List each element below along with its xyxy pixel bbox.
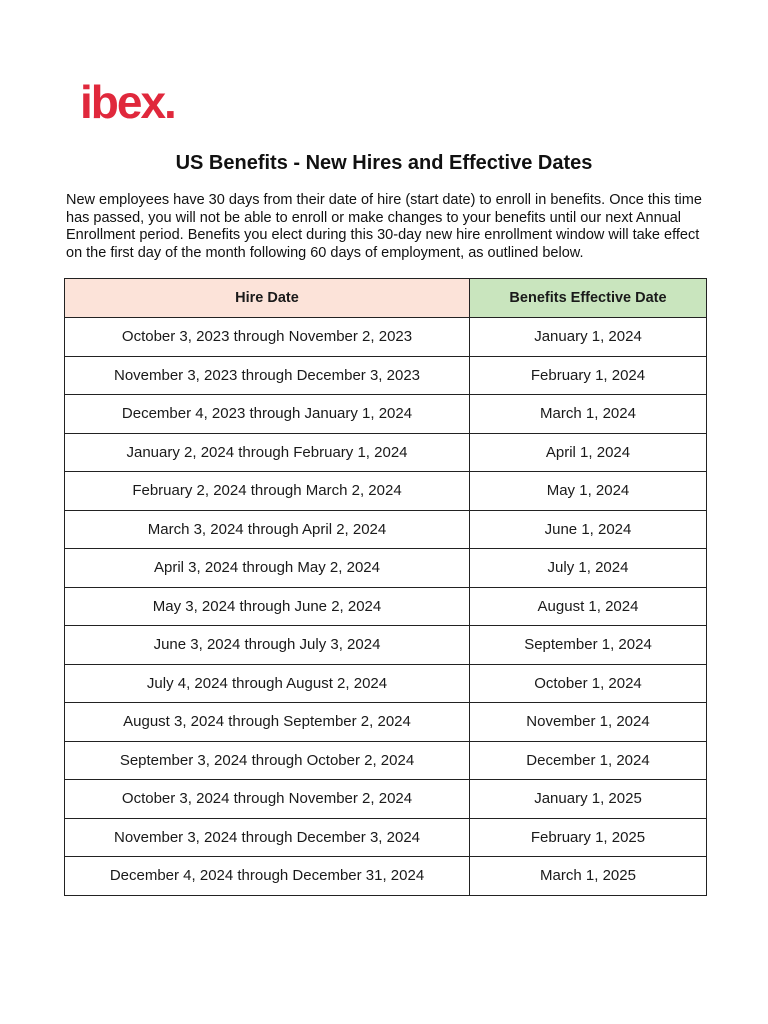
- table-row: [65, 510, 707, 549]
- benefits-effective-dates-table: [64, 278, 707, 896]
- effective-date-cell: October 1, 2024: [470, 664, 707, 703]
- hire-date-cell: January 2, 2024 through February 1, 2024: [65, 433, 470, 472]
- table-row: [65, 318, 707, 357]
- table-row: [65, 664, 707, 703]
- table-row: [65, 857, 707, 896]
- table-row: [65, 395, 707, 434]
- hire-date-cell: November 3, 2023 through December 3, 2023: [65, 356, 470, 395]
- table-row: [65, 472, 707, 511]
- hire-date-cell: October 3, 2024 through November 2, 2024: [65, 780, 470, 819]
- effective-date-header: Benefits Effective Date: [470, 279, 707, 318]
- table-row: [65, 433, 707, 472]
- table-header-row: [65, 279, 707, 318]
- table-row: [65, 626, 707, 665]
- hire-date-cell: February 2, 2024 through March 2, 2024: [65, 472, 470, 511]
- hire-date-cell: July 4, 2024 through August 2, 2024: [65, 664, 470, 703]
- effective-date-cell: April 1, 2024: [470, 433, 707, 472]
- hire-date-cell: December 4, 2024 through December 31, 2024: [65, 857, 470, 896]
- table-row: [65, 587, 707, 626]
- hire-date-header: Hire Date: [65, 279, 470, 318]
- effective-date-cell: January 1, 2024: [470, 318, 707, 357]
- effective-date-cell: February 1, 2024: [470, 356, 707, 395]
- hire-date-cell: November 3, 2024 through December 3, 2024: [65, 818, 470, 857]
- table-row: [65, 818, 707, 857]
- hire-date-cell: December 4, 2023 through January 1, 2024: [65, 395, 470, 434]
- document-title: US Benefits - New Hires and Effective Dates: [175, 152, 593, 174]
- hire-date-cell: August 3, 2024 through September 2, 2024: [65, 703, 470, 742]
- intro-paragraph: New employees have 30 days from their date of hire (start date) to enroll in benefits. Once this time has passed, you will not be able to enroll or make changes to your benefits until our next Annual Enrollment period. Benefits you elect during this 30-day new hire enrollment window will take effect on the first day of the month following 60 days of employment, as outlined below.: [66, 192, 702, 261]
- hire-date-cell: April 3, 2024 through May 2, 2024: [65, 549, 470, 588]
- hire-date-cell: October 3, 2023 through November 2, 2023: [65, 318, 470, 357]
- table-row: [65, 356, 707, 395]
- hire-date-cell: June 3, 2024 through July 3, 2024: [65, 626, 470, 665]
- hire-date-cell: September 3, 2024 through October 2, 2024: [65, 741, 470, 780]
- effective-date-cell: August 1, 2024: [470, 587, 707, 626]
- effective-date-cell: May 1, 2024: [470, 472, 707, 511]
- table-row: [65, 741, 707, 780]
- effective-date-cell: December 1, 2024: [470, 741, 707, 780]
- table-row: [65, 780, 707, 819]
- effective-date-cell: June 1, 2024: [470, 510, 707, 549]
- effective-date-cell: January 1, 2025: [470, 780, 707, 819]
- table-body: [65, 318, 707, 896]
- hire-date-cell: May 3, 2024 through June 2, 2024: [65, 587, 470, 626]
- effective-date-cell: September 1, 2024: [470, 626, 707, 665]
- effective-date-cell: July 1, 2024: [470, 549, 707, 588]
- effective-date-cell: November 1, 2024: [470, 703, 707, 742]
- effective-date-cell: February 1, 2025: [470, 818, 707, 857]
- table-row: [65, 703, 707, 742]
- table-row: [65, 549, 707, 588]
- hire-date-cell: March 3, 2024 through April 2, 2024: [65, 510, 470, 549]
- effective-date-cell: March 1, 2025: [470, 857, 707, 896]
- ibex-logo: ibex.: [80, 76, 175, 128]
- effective-date-cell: March 1, 2024: [470, 395, 707, 434]
